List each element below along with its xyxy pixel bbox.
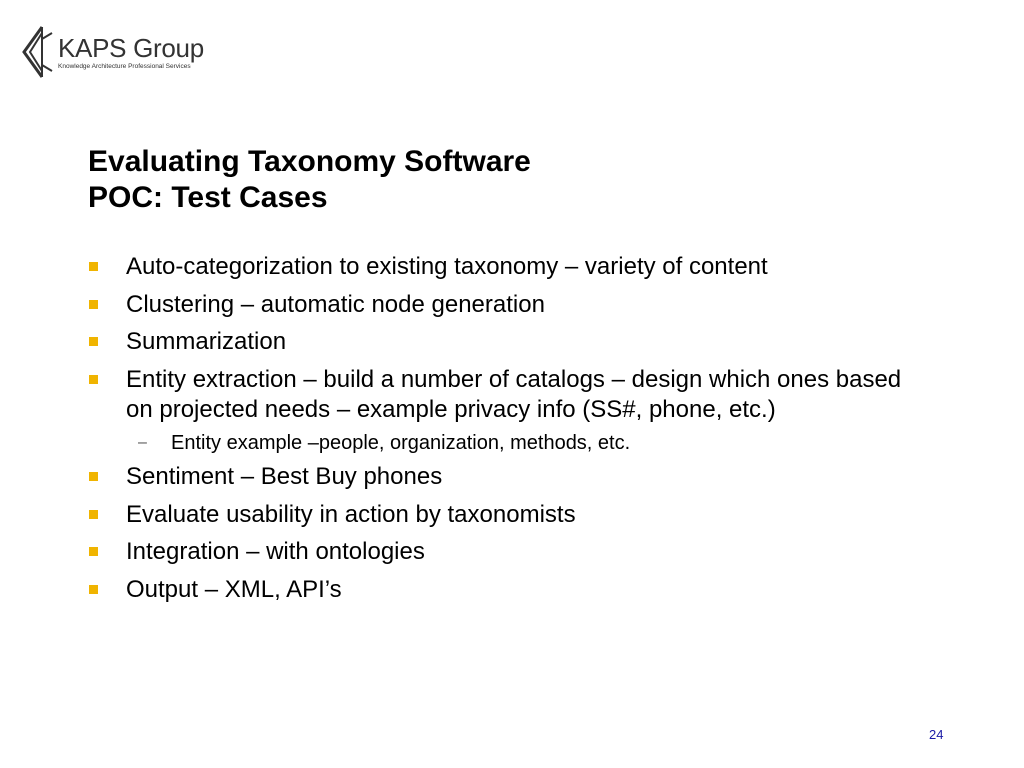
bullet-text: Sentiment – Best Buy phones <box>126 463 443 490</box>
bullet-square-icon <box>89 375 98 384</box>
bullet-text: Integration – with ontologies <box>126 538 425 565</box>
logo-name: KAPS Group <box>58 33 204 63</box>
slide-title <box>88 144 531 216</box>
bullet-item <box>0 575 916 605</box>
bullet-item <box>0 365 916 425</box>
title-line-1: Evaluating Taxonomy Software <box>88 145 531 178</box>
kaps-diamond-mark-icon <box>22 25 62 79</box>
bullet-text: Auto-categorization to existing taxonomy – variety of content <box>126 253 768 280</box>
bullet-text: Output – XML, API’s <box>126 575 342 603</box>
bullet-square-icon <box>89 472 98 481</box>
logo-tagline: Knowledge Architecture Professional Services <box>58 63 191 70</box>
bullet-item <box>0 290 916 320</box>
bullet-text: Entity extraction – build a number of catalogs – design which ones based on projected needs – example privacy info (SS#, phone, etc.) <box>126 365 902 423</box>
bullet-item <box>0 537 916 567</box>
bullet-text: Summarization <box>126 328 287 355</box>
bullet-text: Clustering – automatic node generation <box>126 290 545 318</box>
bullet-square-icon <box>89 300 98 309</box>
title-line-2: POC: Test Cases <box>88 181 328 214</box>
bullet-square-icon <box>89 585 98 594</box>
bullet-text: Evaluate usability in action by taxonomists <box>126 500 576 528</box>
sub-bullet-item <box>0 430 1024 456</box>
dash-marker-icon: – <box>138 434 147 451</box>
page-number: 24 <box>929 727 944 742</box>
kaps-group-logo <box>22 25 222 81</box>
bullet-square-icon <box>89 262 98 271</box>
sub-bullet-text: Entity example –people, organization, methods, etc. <box>171 432 631 454</box>
bullet-item <box>0 500 916 530</box>
bullet-square-icon <box>89 510 98 519</box>
bullet-item <box>0 327 916 357</box>
bullet-square-icon <box>89 547 98 556</box>
bullet-item <box>0 252 916 282</box>
bullet-list <box>0 252 1024 612</box>
bullet-square-icon <box>89 337 98 346</box>
bullet-item <box>0 462 916 492</box>
